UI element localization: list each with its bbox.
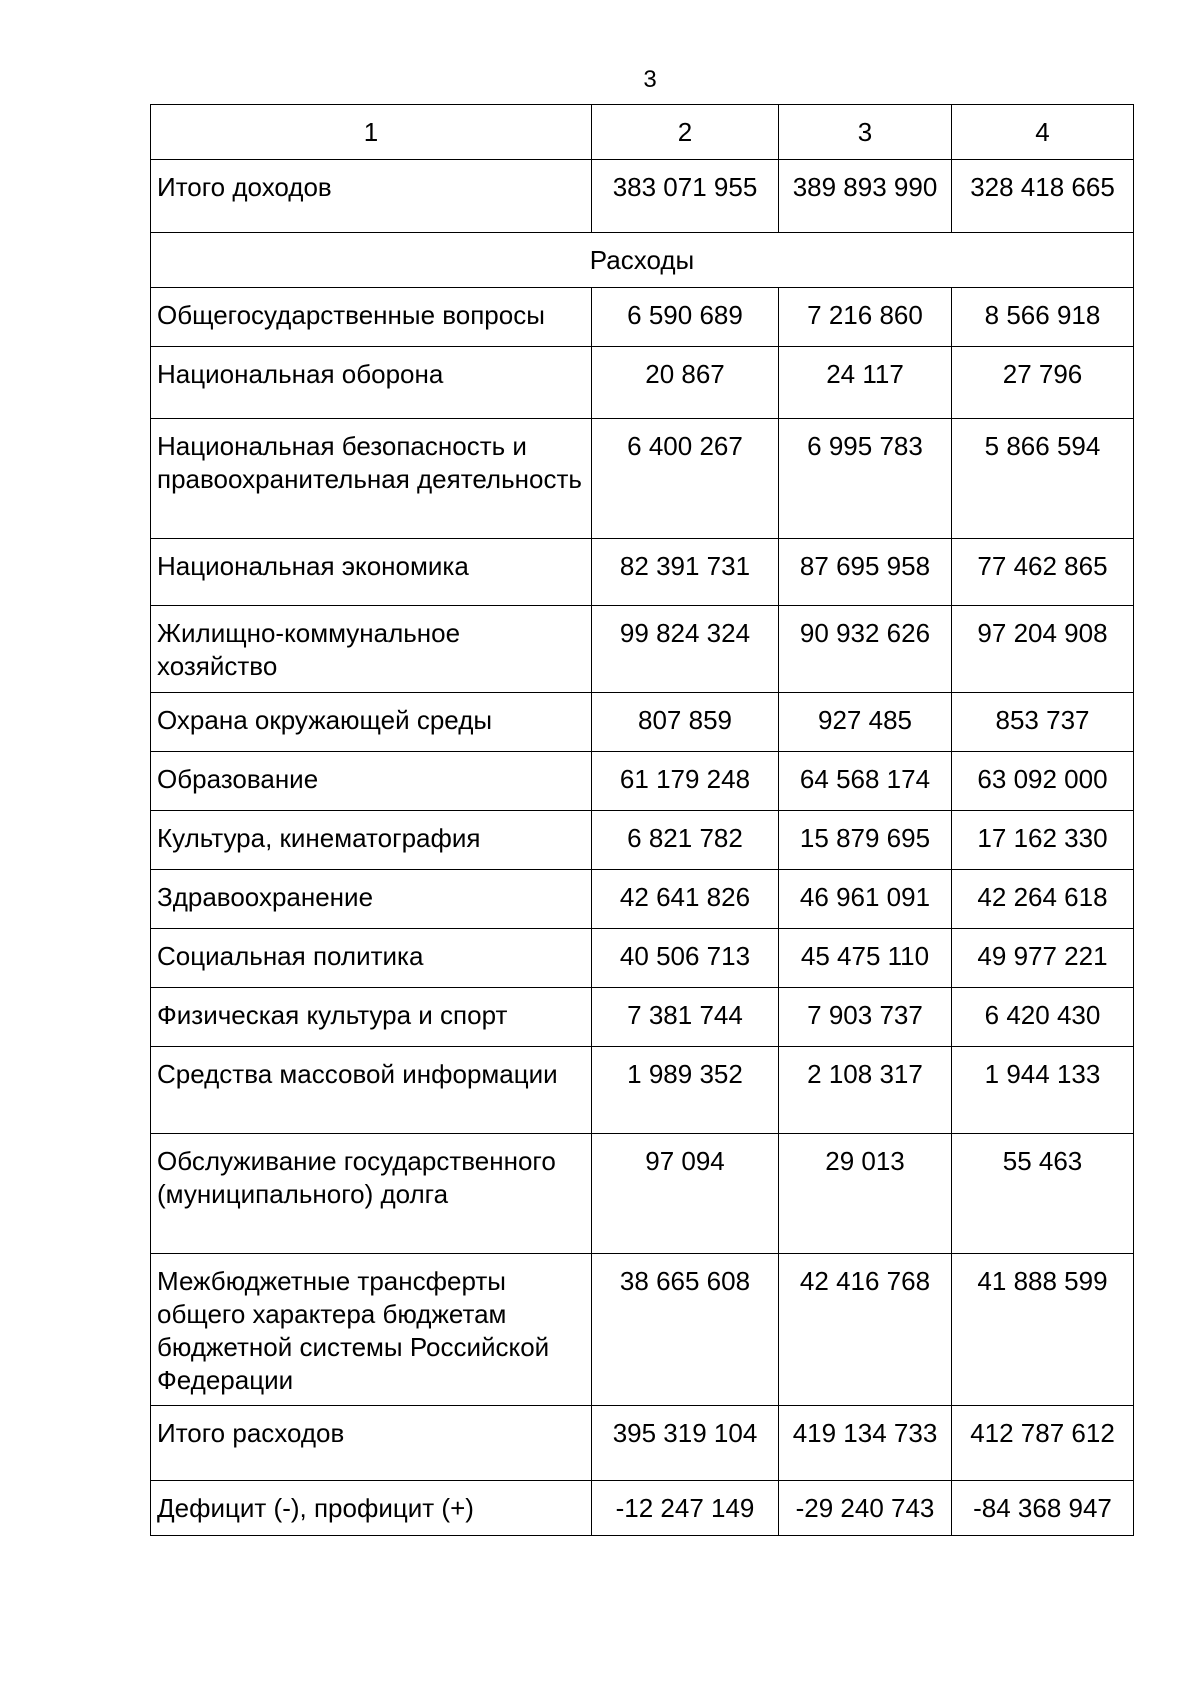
table-row — [151, 811, 1134, 870]
row-label: Национальная оборона — [151, 347, 592, 419]
row-label: Межбюджетные трансферты общего характера бюджетам бюджетной системы Российской Федерации — [151, 1254, 592, 1406]
value-cell: 6 995 783 — [779, 419, 952, 539]
row-label: Национальная безопасность и правоохранительная деятельность — [151, 419, 592, 539]
value-cell: 99 824 324 — [592, 606, 779, 693]
value-cell: 383 071 955 — [592, 160, 779, 233]
value-cell: 395 319 104 — [592, 1406, 779, 1481]
table-row — [151, 539, 1134, 606]
value-cell: 8 566 918 — [952, 288, 1134, 347]
value-cell: 7 216 860 — [779, 288, 952, 347]
row-label: Физическая культура и спорт — [151, 988, 592, 1047]
value-cell: 61 179 248 — [592, 752, 779, 811]
value-cell: 807 859 — [592, 693, 779, 752]
table-row — [151, 347, 1134, 419]
value-cell: 97 204 908 — [952, 606, 1134, 693]
table-row — [151, 606, 1134, 693]
value-cell: 77 462 865 — [952, 539, 1134, 606]
value-cell: 90 932 626 — [779, 606, 952, 693]
row-label: Жилищно-коммунальное хозяйство — [151, 606, 592, 693]
table-row — [151, 1047, 1134, 1134]
value-cell: 15 879 695 — [779, 811, 952, 870]
expense-total-row — [151, 1406, 1134, 1481]
budget-table — [150, 104, 1134, 1536]
table-header-row — [151, 105, 1134, 160]
value-cell: 17 162 330 — [952, 811, 1134, 870]
header-cell-2: 2 — [592, 105, 779, 160]
value-cell: 42 264 618 — [952, 870, 1134, 929]
table-row — [151, 693, 1134, 752]
value-cell: 20 867 — [592, 347, 779, 419]
value-cell: 27 796 — [952, 347, 1134, 419]
value-cell: 42 641 826 — [592, 870, 779, 929]
value-cell: 97 094 — [592, 1134, 779, 1254]
row-label: Обслуживание государственного (муниципального) долга — [151, 1134, 592, 1254]
value-cell: 29 013 — [779, 1134, 952, 1254]
value-cell: -84 368 947 — [952, 1481, 1134, 1536]
value-cell: 927 485 — [779, 693, 952, 752]
income-total-row — [151, 160, 1134, 233]
table-row — [151, 1254, 1134, 1406]
table-row — [151, 1134, 1134, 1254]
value-cell: 1 989 352 — [592, 1047, 779, 1134]
value-cell: 63 092 000 — [952, 752, 1134, 811]
value-cell: 6 420 430 — [952, 988, 1134, 1047]
row-label: Образование — [151, 752, 592, 811]
value-cell: 42 416 768 — [779, 1254, 952, 1406]
value-cell: -29 240 743 — [779, 1481, 952, 1536]
value-cell: 328 418 665 — [952, 160, 1134, 233]
table-row — [151, 870, 1134, 929]
value-cell: 24 117 — [779, 347, 952, 419]
row-label: Общегосударственные вопросы — [151, 288, 592, 347]
table-row — [151, 929, 1134, 988]
header-cell-3: 3 — [779, 105, 952, 160]
value-cell: 7 903 737 — [779, 988, 952, 1047]
value-cell: 7 381 744 — [592, 988, 779, 1047]
row-label: Культура, кинематография — [151, 811, 592, 870]
header-cell-1: 1 — [151, 105, 592, 160]
row-label: Итого доходов — [151, 160, 592, 233]
table-row — [151, 752, 1134, 811]
value-cell: 41 888 599 — [952, 1254, 1134, 1406]
row-label: Дефицит (-), профицит (+) — [151, 1481, 592, 1536]
table-row — [151, 419, 1134, 539]
row-label: Социальная политика — [151, 929, 592, 988]
value-cell: 64 568 174 — [779, 752, 952, 811]
row-label: Национальная экономика — [151, 539, 592, 606]
value-cell: 853 737 — [952, 693, 1134, 752]
value-cell: 49 977 221 — [952, 929, 1134, 988]
table-row — [151, 288, 1134, 347]
header-cell-4: 4 — [952, 105, 1134, 160]
value-cell: 45 475 110 — [779, 929, 952, 988]
table-row — [151, 988, 1134, 1047]
row-label: Итого расходов — [151, 1406, 592, 1481]
value-cell: 87 695 958 — [779, 539, 952, 606]
value-cell: -12 247 149 — [592, 1481, 779, 1536]
value-cell: 389 893 990 — [779, 160, 952, 233]
value-cell: 38 665 608 — [592, 1254, 779, 1406]
row-label: Средства массовой информации — [151, 1047, 592, 1134]
row-label: Здравоохранение — [151, 870, 592, 929]
section-row — [151, 233, 1134, 288]
value-cell: 412 787 612 — [952, 1406, 1134, 1481]
section-title: Расходы — [151, 233, 1134, 288]
value-cell: 6 400 267 — [592, 419, 779, 539]
value-cell: 419 134 733 — [779, 1406, 952, 1481]
value-cell: 55 463 — [952, 1134, 1134, 1254]
value-cell: 2 108 317 — [779, 1047, 952, 1134]
value-cell: 82 391 731 — [592, 539, 779, 606]
page-number: 3 — [643, 66, 657, 93]
balance-row — [151, 1481, 1134, 1536]
value-cell: 40 506 713 — [592, 929, 779, 988]
value-cell: 46 961 091 — [779, 870, 952, 929]
value-cell: 6 821 782 — [592, 811, 779, 870]
value-cell: 6 590 689 — [592, 288, 779, 347]
value-cell: 5 866 594 — [952, 419, 1134, 539]
value-cell: 1 944 133 — [952, 1047, 1134, 1134]
row-label: Охрана окружающей среды — [151, 693, 592, 752]
